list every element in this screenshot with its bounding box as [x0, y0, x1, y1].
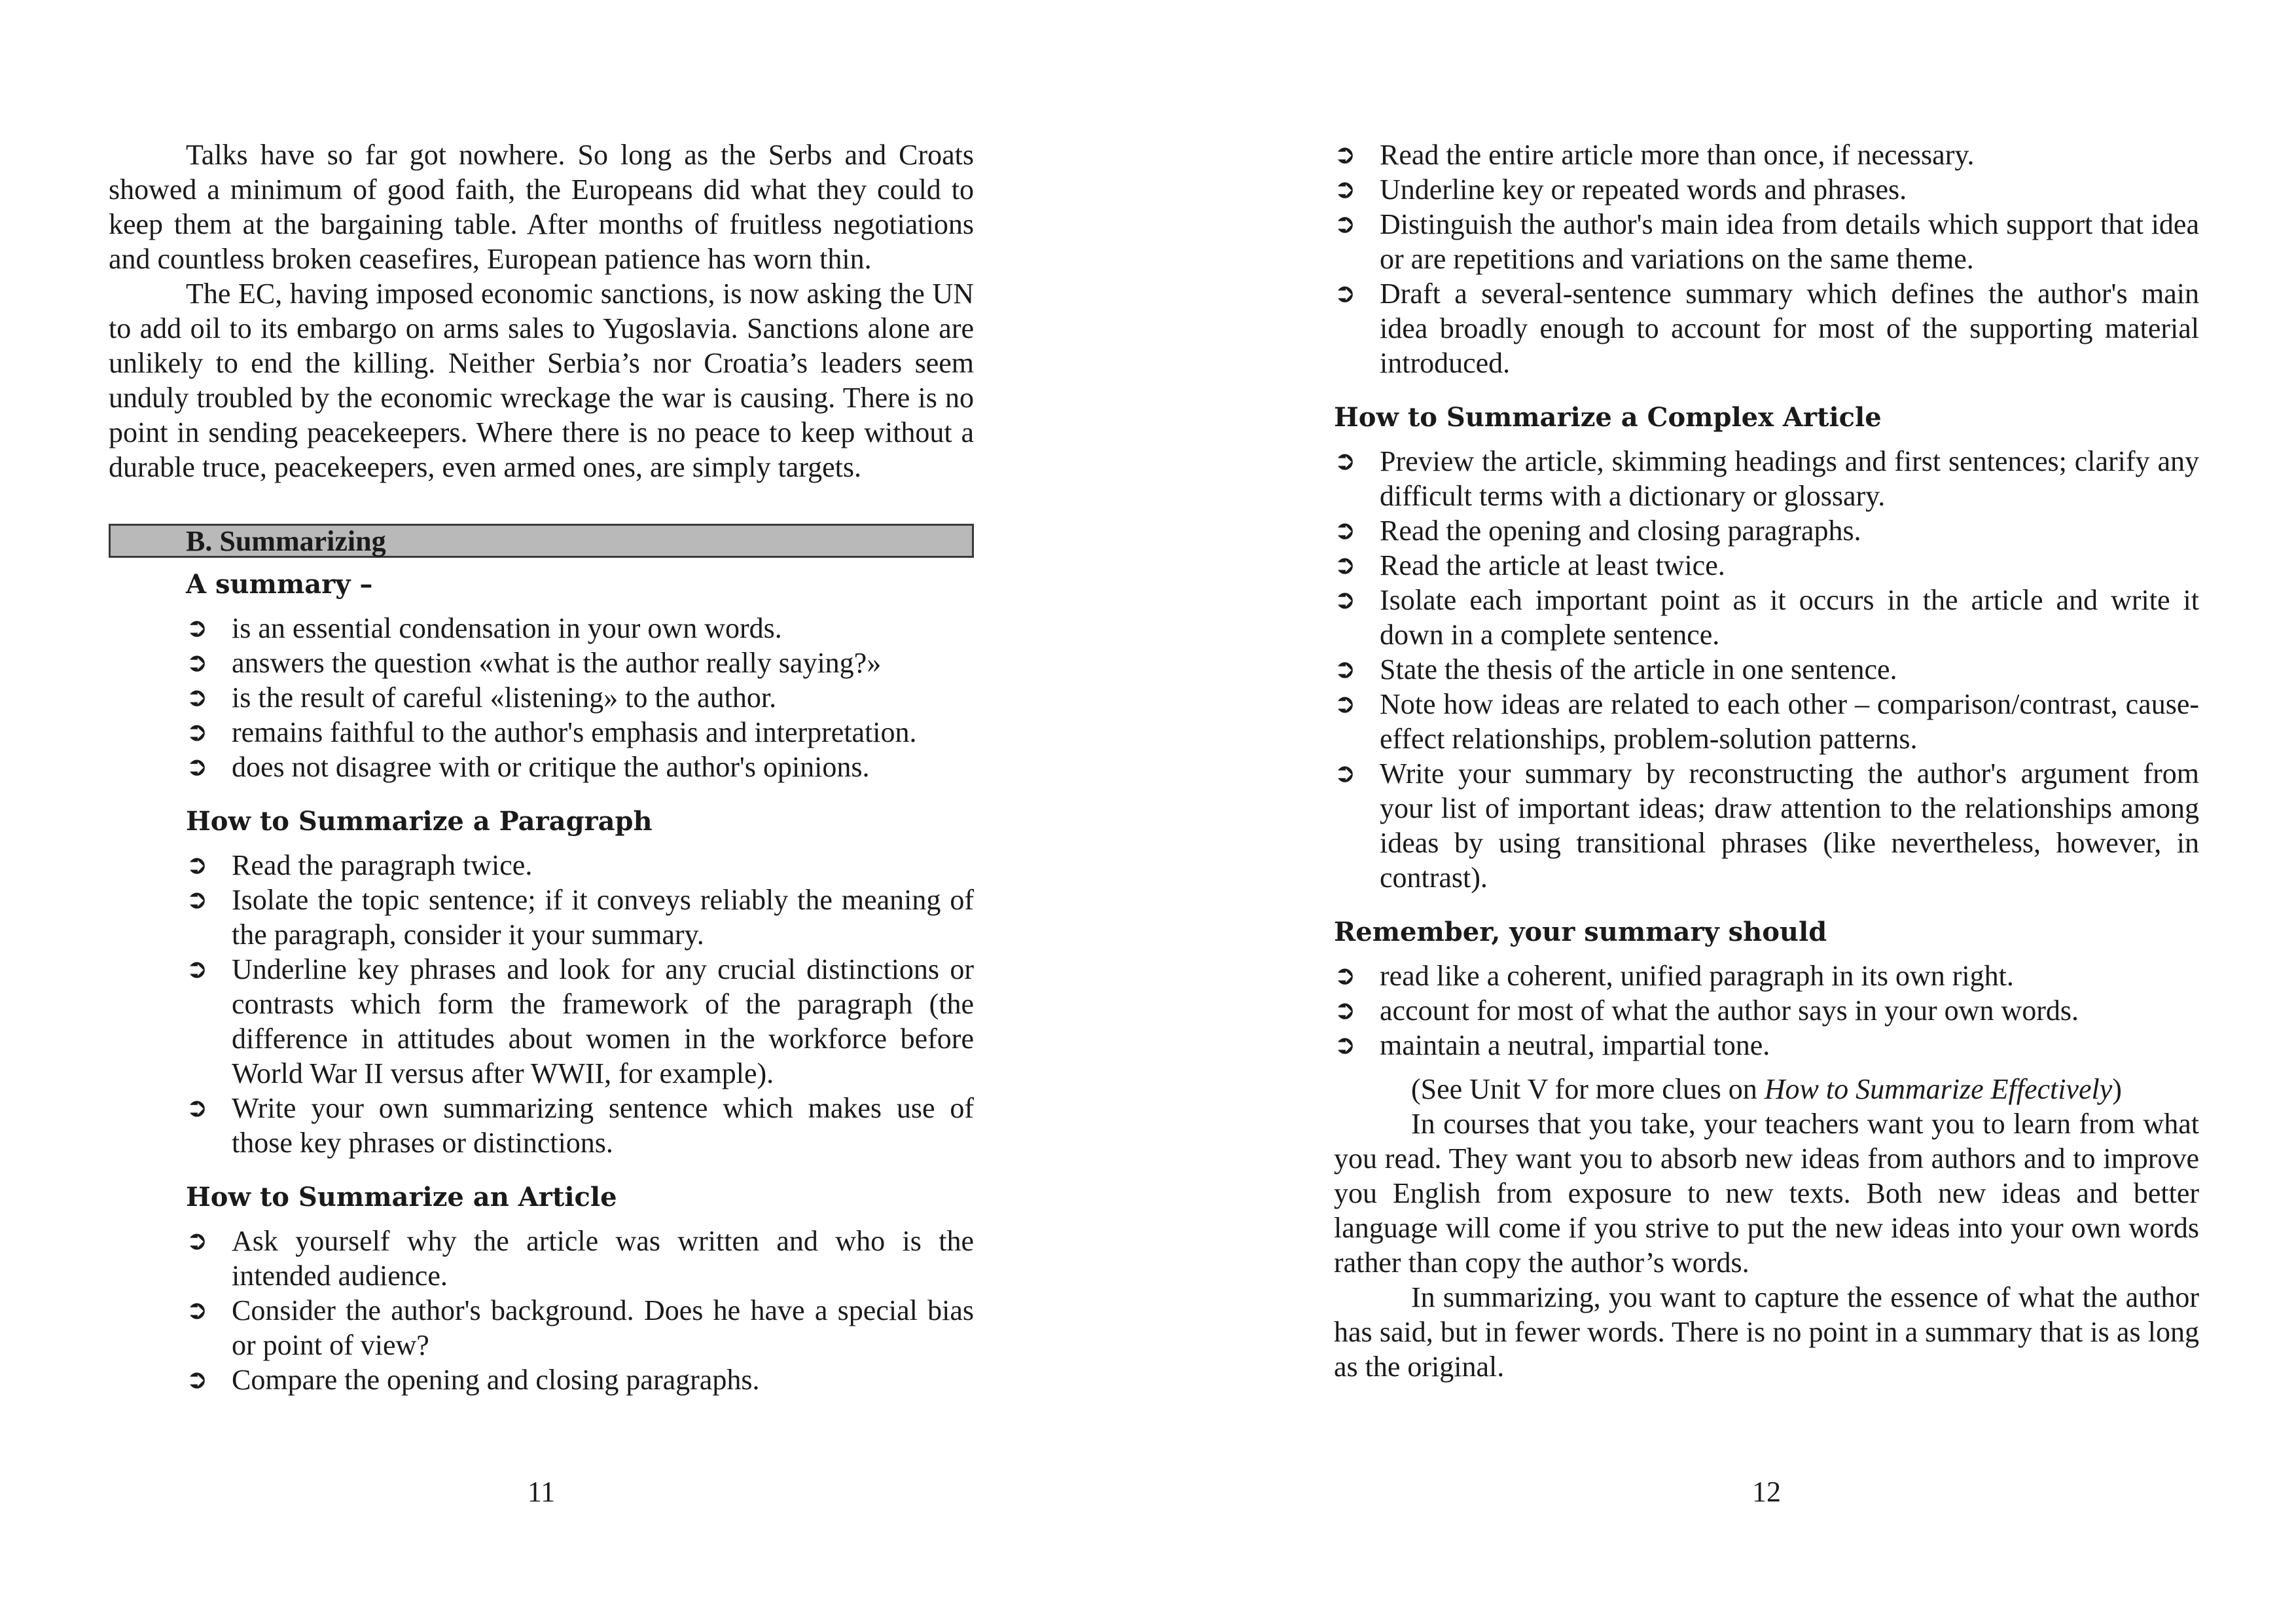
arrow-bullet-icon: ➲ — [186, 1295, 208, 1325]
list-item: ➲ maintain a neutral, impartial tone. — [1334, 1029, 1770, 1061]
list-item: ➲ account for most of what the author says in your own words. — [1334, 994, 2079, 1027]
arrow-bullet-icon: ➲ — [1334, 1030, 1356, 1060]
see-also-title: How to Summarize Effectively — [1764, 1073, 2113, 1105]
list-item: ➲ does not disagree with or critique the author's opinions. — [186, 751, 870, 783]
arrow-bullet-icon: ➲ — [186, 613, 208, 643]
continued-list — [1334, 137, 2199, 380]
list-item: ➲ Compare the opening and closing paragraphs. — [186, 1364, 760, 1396]
intro-paragraph: The EC, having imposed economic sanctions, is now asking the UN to add oil to its embargo on arms sales to Yugoslavia. Sanctions alone are unlikely to end the killing. Neither Serbia’s nor Croatia’s leaders seem unduly troubled by the economic wreckage the war is causing. There is no point in sending peacekeepers. Where there is no peace to keep without a durable truce, peacekeepers, even armed ones, are simply targets. — [109, 278, 974, 483]
arrow-bullet-icon: ➲ — [186, 1364, 208, 1395]
complex-article-list — [1334, 444, 2199, 895]
section-header-summarizing — [109, 524, 974, 558]
list-item: ➲ Read the opening and closing paragraphs. — [1334, 515, 1861, 547]
arrow-bullet-icon: ➲ — [1334, 689, 1356, 719]
list-item: ➲ Note how ideas are related to each other – comparison/contrast, cause-effect relationships, problem-solution patterns. — [1334, 688, 2199, 755]
arrow-bullet-icon: ➲ — [1334, 174, 1356, 204]
summary-list — [109, 611, 974, 784]
arrow-bullet-icon: ➲ — [1334, 654, 1356, 684]
list-item: ➲ Draft a several-sentence summary which defines the author's main idea broadly enough to account for most of the supporting material introduced. — [1334, 278, 2199, 379]
arrow-bullet-icon: ➲ — [1334, 585, 1356, 615]
list-item: ➲ Underline key or repeated words and phrases. — [1334, 173, 1907, 206]
list-item: ➲ Consider the author's background. Does he have a special bias or point of view? — [186, 1294, 974, 1361]
list-item: ➲ Write your own summarizing sentence which makes use of those key phrases or distinctions. — [186, 1092, 974, 1159]
page-number: 12 — [1752, 1476, 1781, 1508]
arrow-bullet-icon: ➲ — [1334, 278, 1356, 308]
arrow-bullet-icon: ➲ — [186, 850, 208, 880]
right-column — [1334, 137, 2199, 1384]
summary-heading: A summary – — [186, 569, 373, 600]
list-item: ➲ Read the entire article more than once, if necessary. — [1334, 139, 1975, 171]
remember-heading: Remember, your summary should — [1334, 917, 1827, 947]
arrow-bullet-icon: ➲ — [186, 1093, 208, 1123]
paragraph-list — [109, 848, 974, 1160]
arrow-bullet-icon: ➲ — [186, 954, 208, 984]
list-item: ➲ is the result of careful «listening» to the author. — [186, 682, 777, 714]
list-item: ➲ read like a coherent, unified paragraph in its own right. — [1334, 960, 2014, 992]
arrow-bullet-icon: ➲ — [186, 717, 208, 747]
list-item: ➲ remains faithful to the author's emphasis and interpretation. — [186, 716, 917, 748]
page-number: 11 — [527, 1476, 556, 1508]
list-item: ➲ Isolate the topic sentence; if it conveys reliably the meaning of the paragraph, consider it your summary. — [186, 884, 974, 951]
left-column — [109, 137, 974, 1397]
paragraph-heading: How to Summarize a Paragraph — [186, 806, 653, 837]
list-item: ➲ Write your summary by reconstructing the author's argument from your list of important ideas; draw attention to the relationships among ideas by using transitional phrases (like nevertheless, however, in contrast). — [1334, 757, 2199, 894]
arrow-bullet-icon: ➲ — [186, 647, 208, 678]
arrow-bullet-icon: ➲ — [1334, 139, 1356, 170]
list-item: ➲ Underline key phrases and look for any crucial distinctions or contrasts which form the framework of the paragraph (the difference in attitudes about women in the workforce before World War II versus after WWII, for example). — [186, 953, 974, 1089]
closing-paragraph: In summarizing, you want to capture the essence of what the author has said, but in fewer words. There is no point in a summary that is as long as the original. — [1334, 1281, 2199, 1383]
list-item: ➲ Read the paragraph twice. — [186, 849, 533, 881]
arrow-bullet-icon: ➲ — [1334, 209, 1356, 239]
list-item: ➲ Preview the article, skimming headings and first sentences; clarify any difficult terms with a dictionary or glossary. — [1334, 445, 2199, 512]
arrow-bullet-icon: ➲ — [186, 752, 208, 782]
right-page — [1148, 0, 2296, 1623]
arrow-bullet-icon: ➲ — [1334, 446, 1356, 476]
arrow-bullet-icon: ➲ — [186, 884, 208, 915]
complex-article-heading: How to Summarize a Complex Article — [1334, 402, 1882, 433]
list-item: ➲ Ask yourself why the article was written and who is the intended audience. — [186, 1225, 974, 1292]
list-item: ➲ answers the question «what is the author really saying?» — [186, 647, 882, 679]
arrow-bullet-icon: ➲ — [1334, 758, 1356, 788]
list-item: ➲ Distinguish the author's main idea from details which support that idea or are repetitions and variations on the same theme. — [1334, 208, 2199, 275]
section-title: B. Summarizing — [186, 525, 386, 557]
arrow-bullet-icon: ➲ — [1334, 550, 1356, 580]
closing-paragraph: In courses that you take, your teachers want you to learn from what you read. They want you to absorb new ideas from authors and to improve you English from exposure to new texts. Both new ideas and better language will come if you strive to put the new ideas into your own words rather than copy the author’s words. — [1334, 1108, 2199, 1279]
arrow-bullet-icon: ➲ — [1334, 515, 1356, 545]
see-also-note: (See Unit V for more clues on How to Summarize Effectively) — [1411, 1073, 2122, 1105]
list-item: ➲ is an essential condensation in your own words. — [186, 612, 782, 644]
arrow-bullet-icon: ➲ — [186, 1226, 208, 1256]
list-item: ➲ Isolate each important point as it occurs in the article and write it down in a complete sentence. — [1334, 584, 2199, 651]
remember-list — [1334, 958, 2199, 1063]
intro-paragraph: Talks have so far got nowhere. So long as the Serbs and Croats showed a minimum of good faith, the Europeans did what they could to keep them at the bargaining table. After months of fruitless negotiations and countless broken ceasefires, European patience has worn thin. — [109, 139, 974, 275]
list-item: ➲ State the thesis of the article in one sentence. — [1334, 653, 1897, 685]
arrow-bullet-icon: ➲ — [1334, 995, 1356, 1025]
list-item: ➲ Read the article at least twice. — [1334, 549, 1725, 581]
arrow-bullet-icon: ➲ — [1334, 960, 1356, 991]
arrow-bullet-icon: ➲ — [186, 682, 208, 712]
article-heading: How to Summarize an Article — [186, 1182, 617, 1213]
article-list — [109, 1224, 974, 1397]
